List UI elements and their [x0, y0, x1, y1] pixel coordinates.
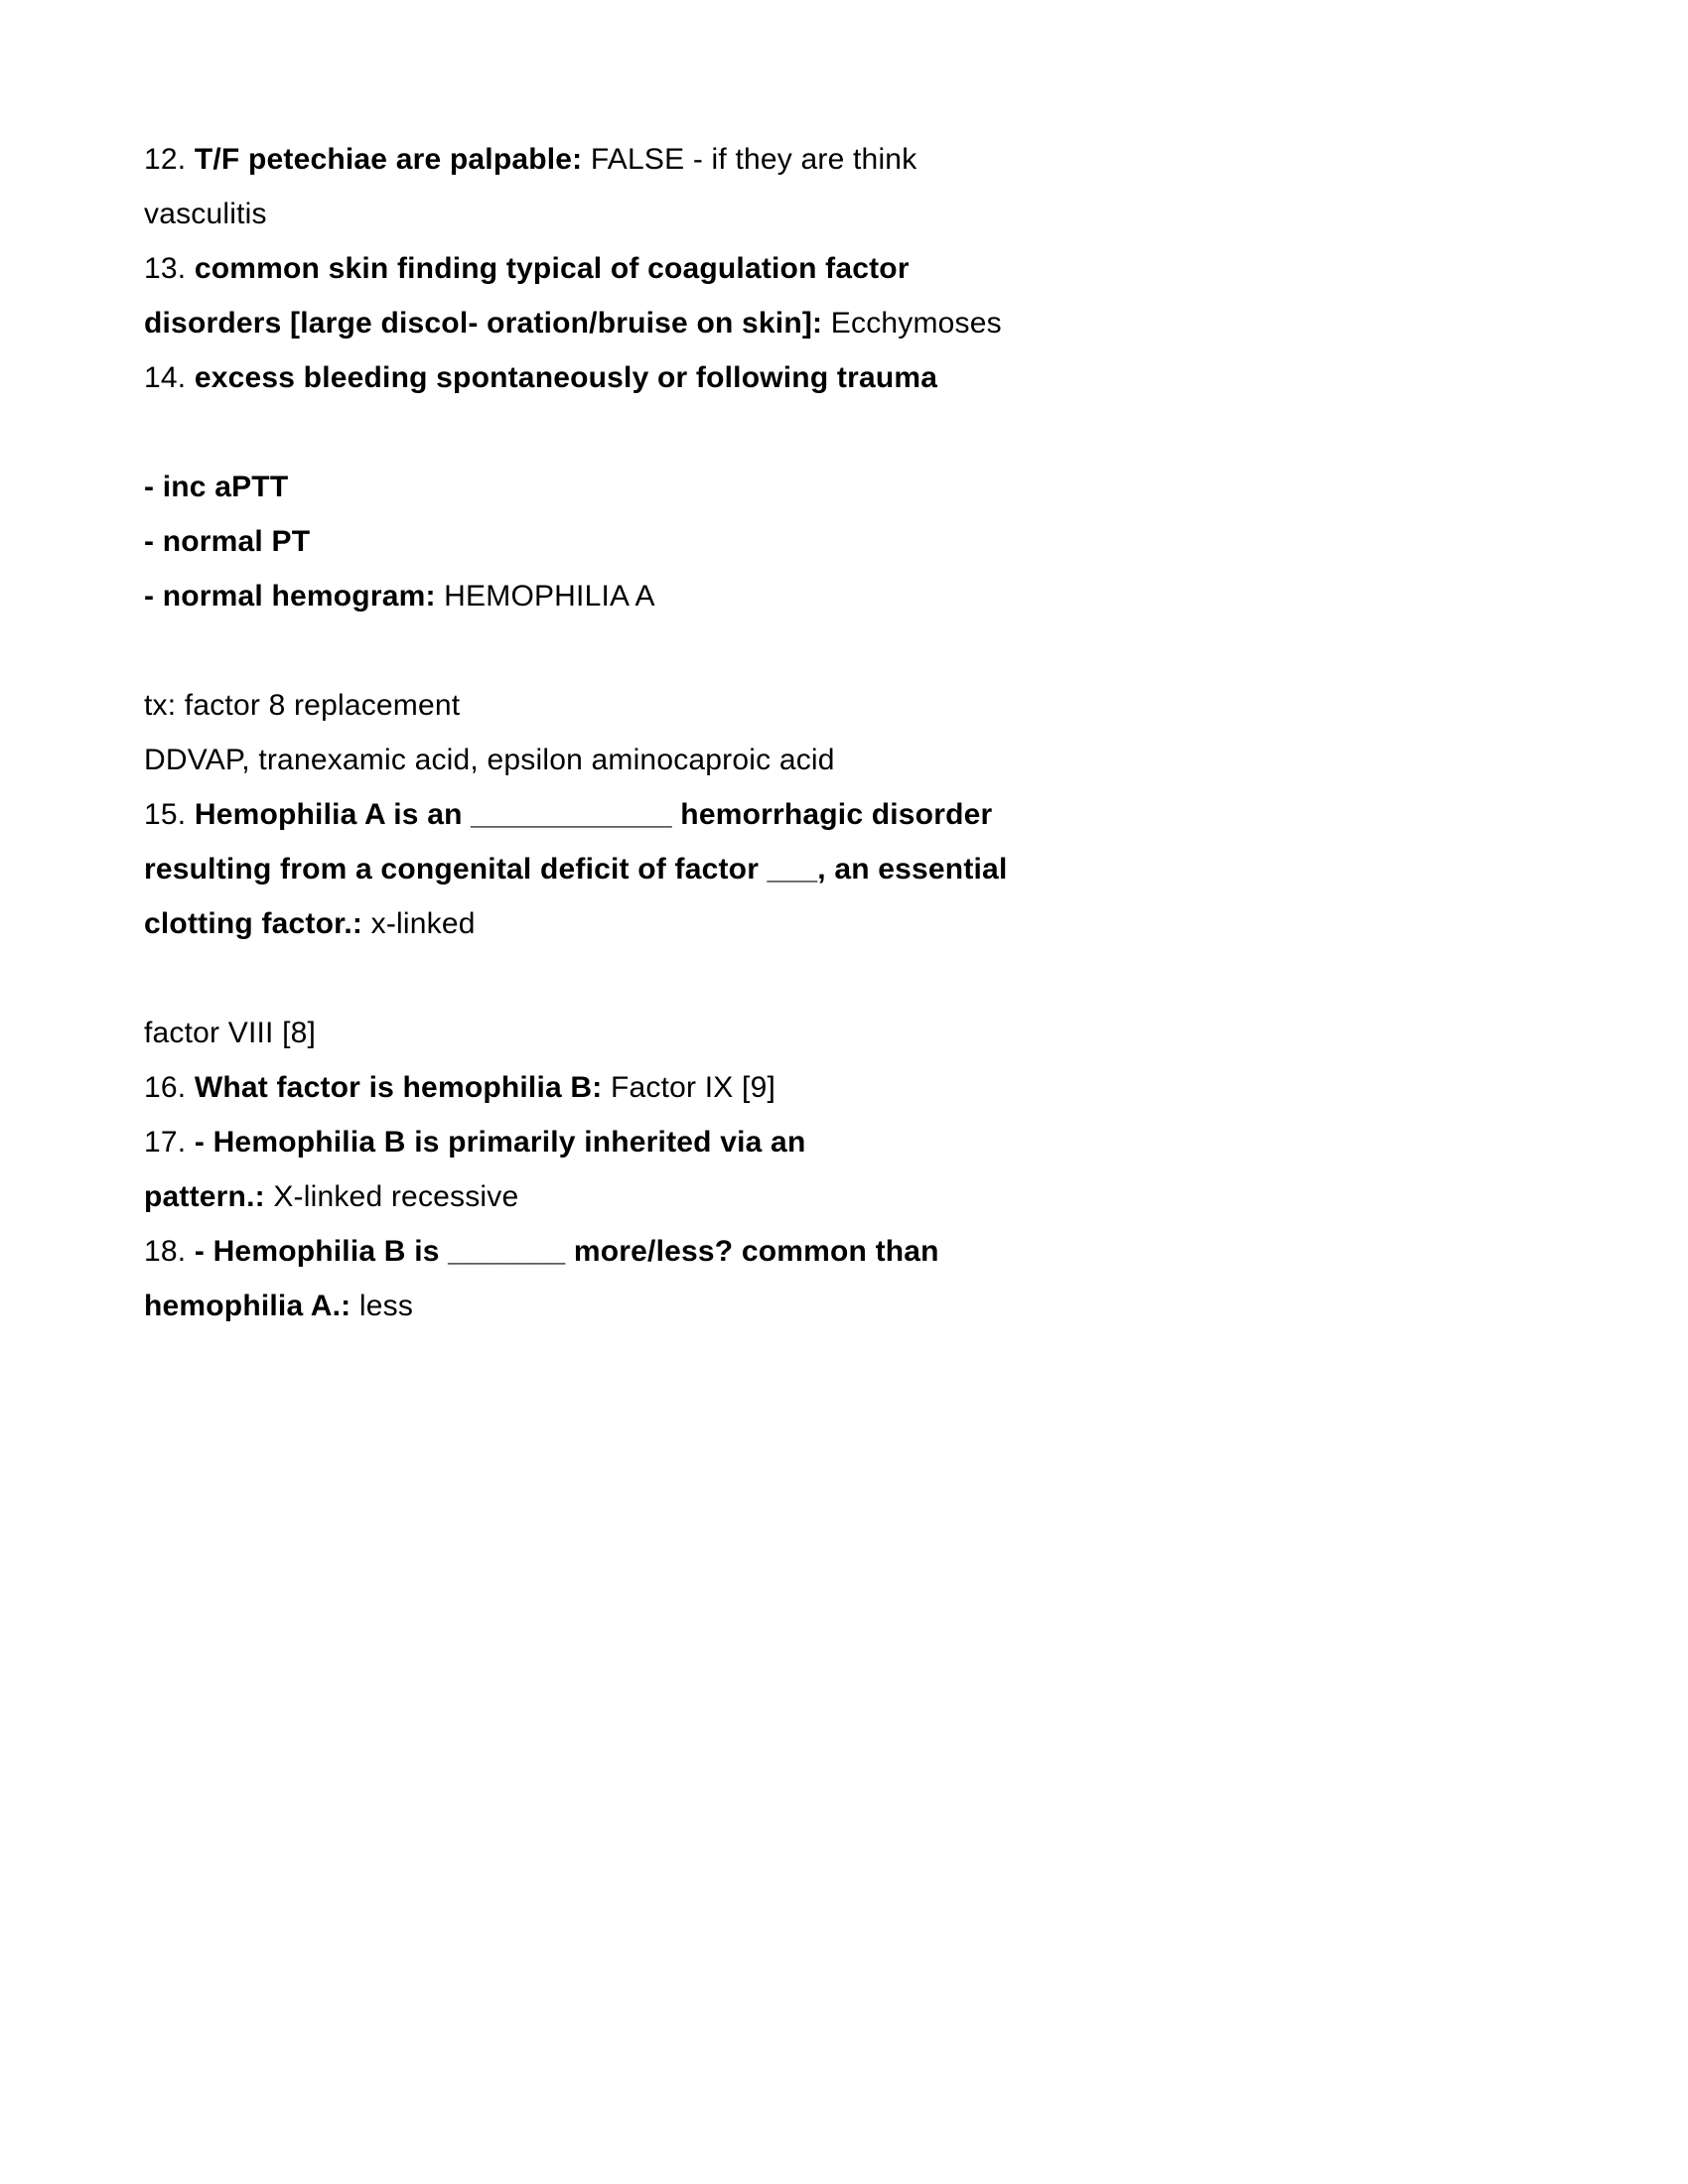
text-line [144, 1279, 1316, 1333]
answer-text: tx: factor 8 replacement [144, 689, 461, 722]
blank-line [144, 405, 1316, 460]
answer-text: 14. [144, 361, 195, 394]
term-text: excess bleeding spontaneously or following trauma [194, 361, 938, 394]
answer-text: 13. [144, 252, 195, 285]
term-text: What factor is hemophilia B: [194, 1071, 603, 1104]
term-text: - normal PT [144, 525, 311, 558]
text-line [144, 350, 1316, 405]
blank-line [144, 623, 1316, 678]
text-line [144, 1169, 1316, 1224]
answer-text: vasculitis [144, 198, 267, 230]
answer-text: Factor IX [9] [602, 1071, 776, 1104]
answer-text: less [351, 1290, 414, 1322]
text-line [144, 460, 1316, 514]
term-text: - Hemophilia B is primarily inherited via an [194, 1126, 806, 1159]
term-text: common skin finding typical of coagulation factor [194, 252, 910, 285]
term-text: pattern.: [144, 1180, 265, 1213]
answer-text: FALSE - if they are think [582, 143, 917, 176]
text-line [144, 733, 1316, 787]
text-line [144, 1224, 1316, 1279]
text-line [144, 296, 1316, 350]
text-line [144, 1006, 1316, 1060]
term-text: hemophilia A.: [144, 1290, 352, 1322]
text-line [144, 787, 1316, 842]
answer-text: 15. [144, 798, 195, 831]
term-text: - normal hemogram: [144, 580, 436, 613]
text-line [144, 241, 1316, 296]
answer-text: 17. [144, 1126, 195, 1159]
answer-text: Ecchymoses [822, 307, 1002, 340]
term-text: disorders [large discol- oration/bruise on skin]: [144, 307, 823, 340]
text-line [144, 842, 1316, 896]
text-line [144, 132, 1316, 187]
term-text: - inc aPTT [144, 471, 289, 503]
blank-line [144, 951, 1316, 1006]
answer-text: 12. [144, 143, 195, 176]
answer-text: X-linked recessive [264, 1180, 519, 1213]
document-content [144, 132, 1316, 1333]
text-line [144, 678, 1316, 733]
answer-text: 18. [144, 1235, 195, 1268]
text-line [144, 514, 1316, 569]
text-line [144, 896, 1316, 951]
term-text: T/F petechiae are palpable: [194, 143, 583, 176]
term-text: - Hemophilia B is _______ more/less? common than [194, 1235, 939, 1268]
answer-text: 16. [144, 1071, 195, 1104]
answer-text: x-linked [362, 907, 476, 940]
answer-text: DDVAP, tranexamic acid, epsilon aminocaproic acid [144, 744, 835, 776]
text-line [144, 1115, 1316, 1169]
answer-text: factor VIII [8] [144, 1017, 317, 1049]
term-text: resulting from a congenital deficit of factor ___, an essential [144, 853, 1008, 886]
term-text: clotting factor.: [144, 907, 363, 940]
text-line [144, 187, 1316, 241]
text-line [144, 569, 1316, 623]
answer-text: HEMOPHILIA A [435, 580, 655, 613]
term-text: Hemophilia A is an ____________ hemorrhagic disorder [194, 798, 993, 831]
text-line [144, 1060, 1316, 1115]
